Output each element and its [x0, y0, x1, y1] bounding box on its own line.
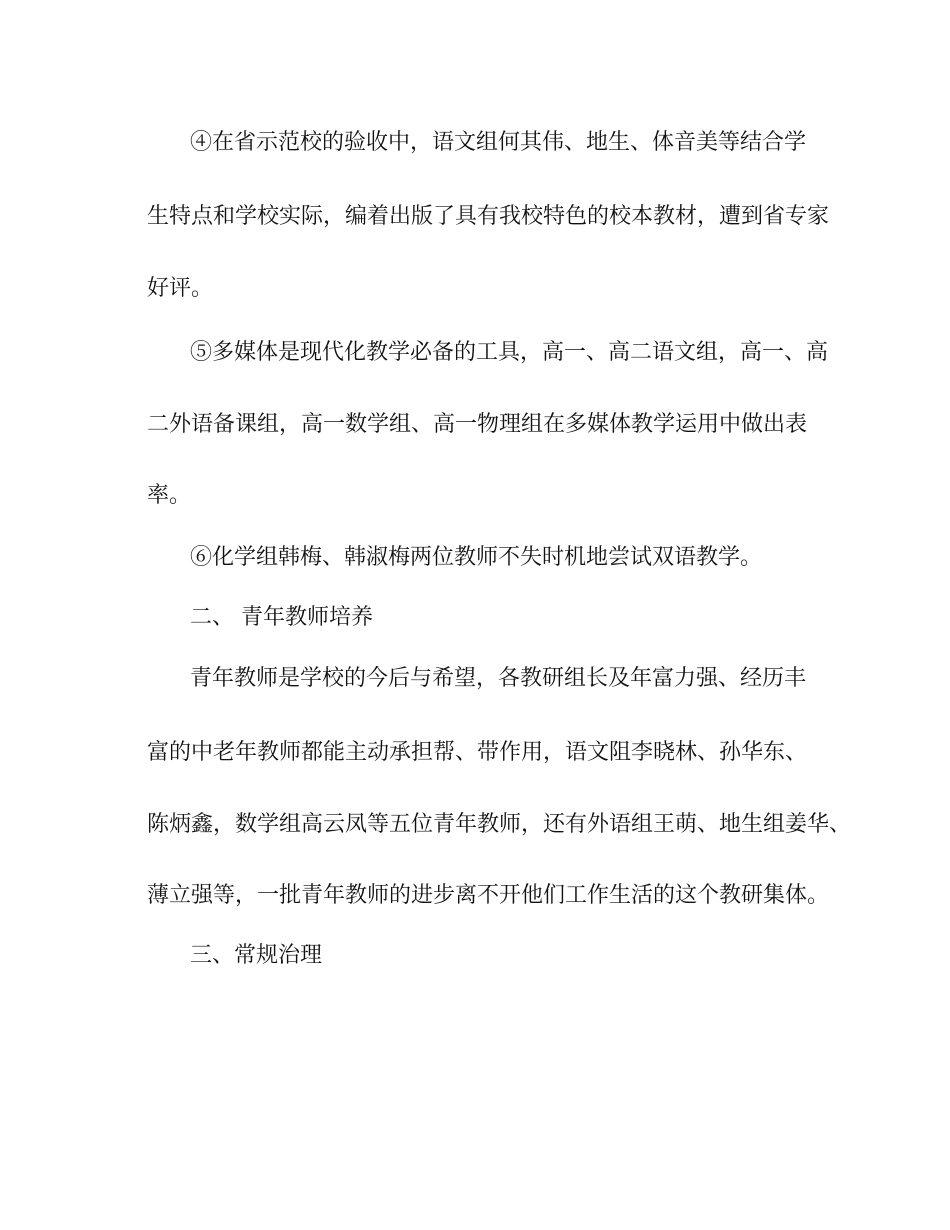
- section-heading-3: 三、常规治理: [190, 943, 323, 968]
- paragraph-youth-line-3: 陈炳鑫，数学组高云凤等五位青年教师，还有外语组王萌、地生组姜华、: [147, 812, 852, 837]
- paragraph-5-line-3: 率。: [147, 483, 192, 508]
- paragraph-youth-line-2: 富的中老年教师都能主动承担帮、带作用，语文阻李晓林、孙华东、: [147, 740, 808, 765]
- paragraph-youth-line-4: 薄立强等，一批青年教师的进步离不开他们工作生活的这个教研集体。: [147, 883, 830, 908]
- paragraph-5-line-1: ⑤多媒体是现代化教学必备的工具，高一、高二语文组，高一、高: [190, 340, 829, 365]
- paragraph-4-line-2: 生特点和学校实际，编着出版了具有我校特色的校本教材，遭到省专家: [147, 204, 830, 229]
- paragraph-4-line-1: ④在省示范校的验收中，语文组何其伟、地生、体音美等结合学: [190, 130, 807, 155]
- paragraph-5-line-2: 二外语备课组，高一数学组、高一物理组在多媒体教学运用中做出表: [147, 412, 808, 437]
- paragraph-6-line-1: ⑥化学组韩梅、韩淑梅两位教师不失时机地尝试双语教学。: [190, 545, 763, 570]
- paragraph-youth-line-1: 青年教师是学校的今后与希望，各教研组长及年富力强、经历丰: [190, 666, 807, 691]
- section-heading-2: 二、 青年教师培养: [190, 605, 373, 630]
- paragraph-4-line-3: 好评。: [147, 276, 214, 301]
